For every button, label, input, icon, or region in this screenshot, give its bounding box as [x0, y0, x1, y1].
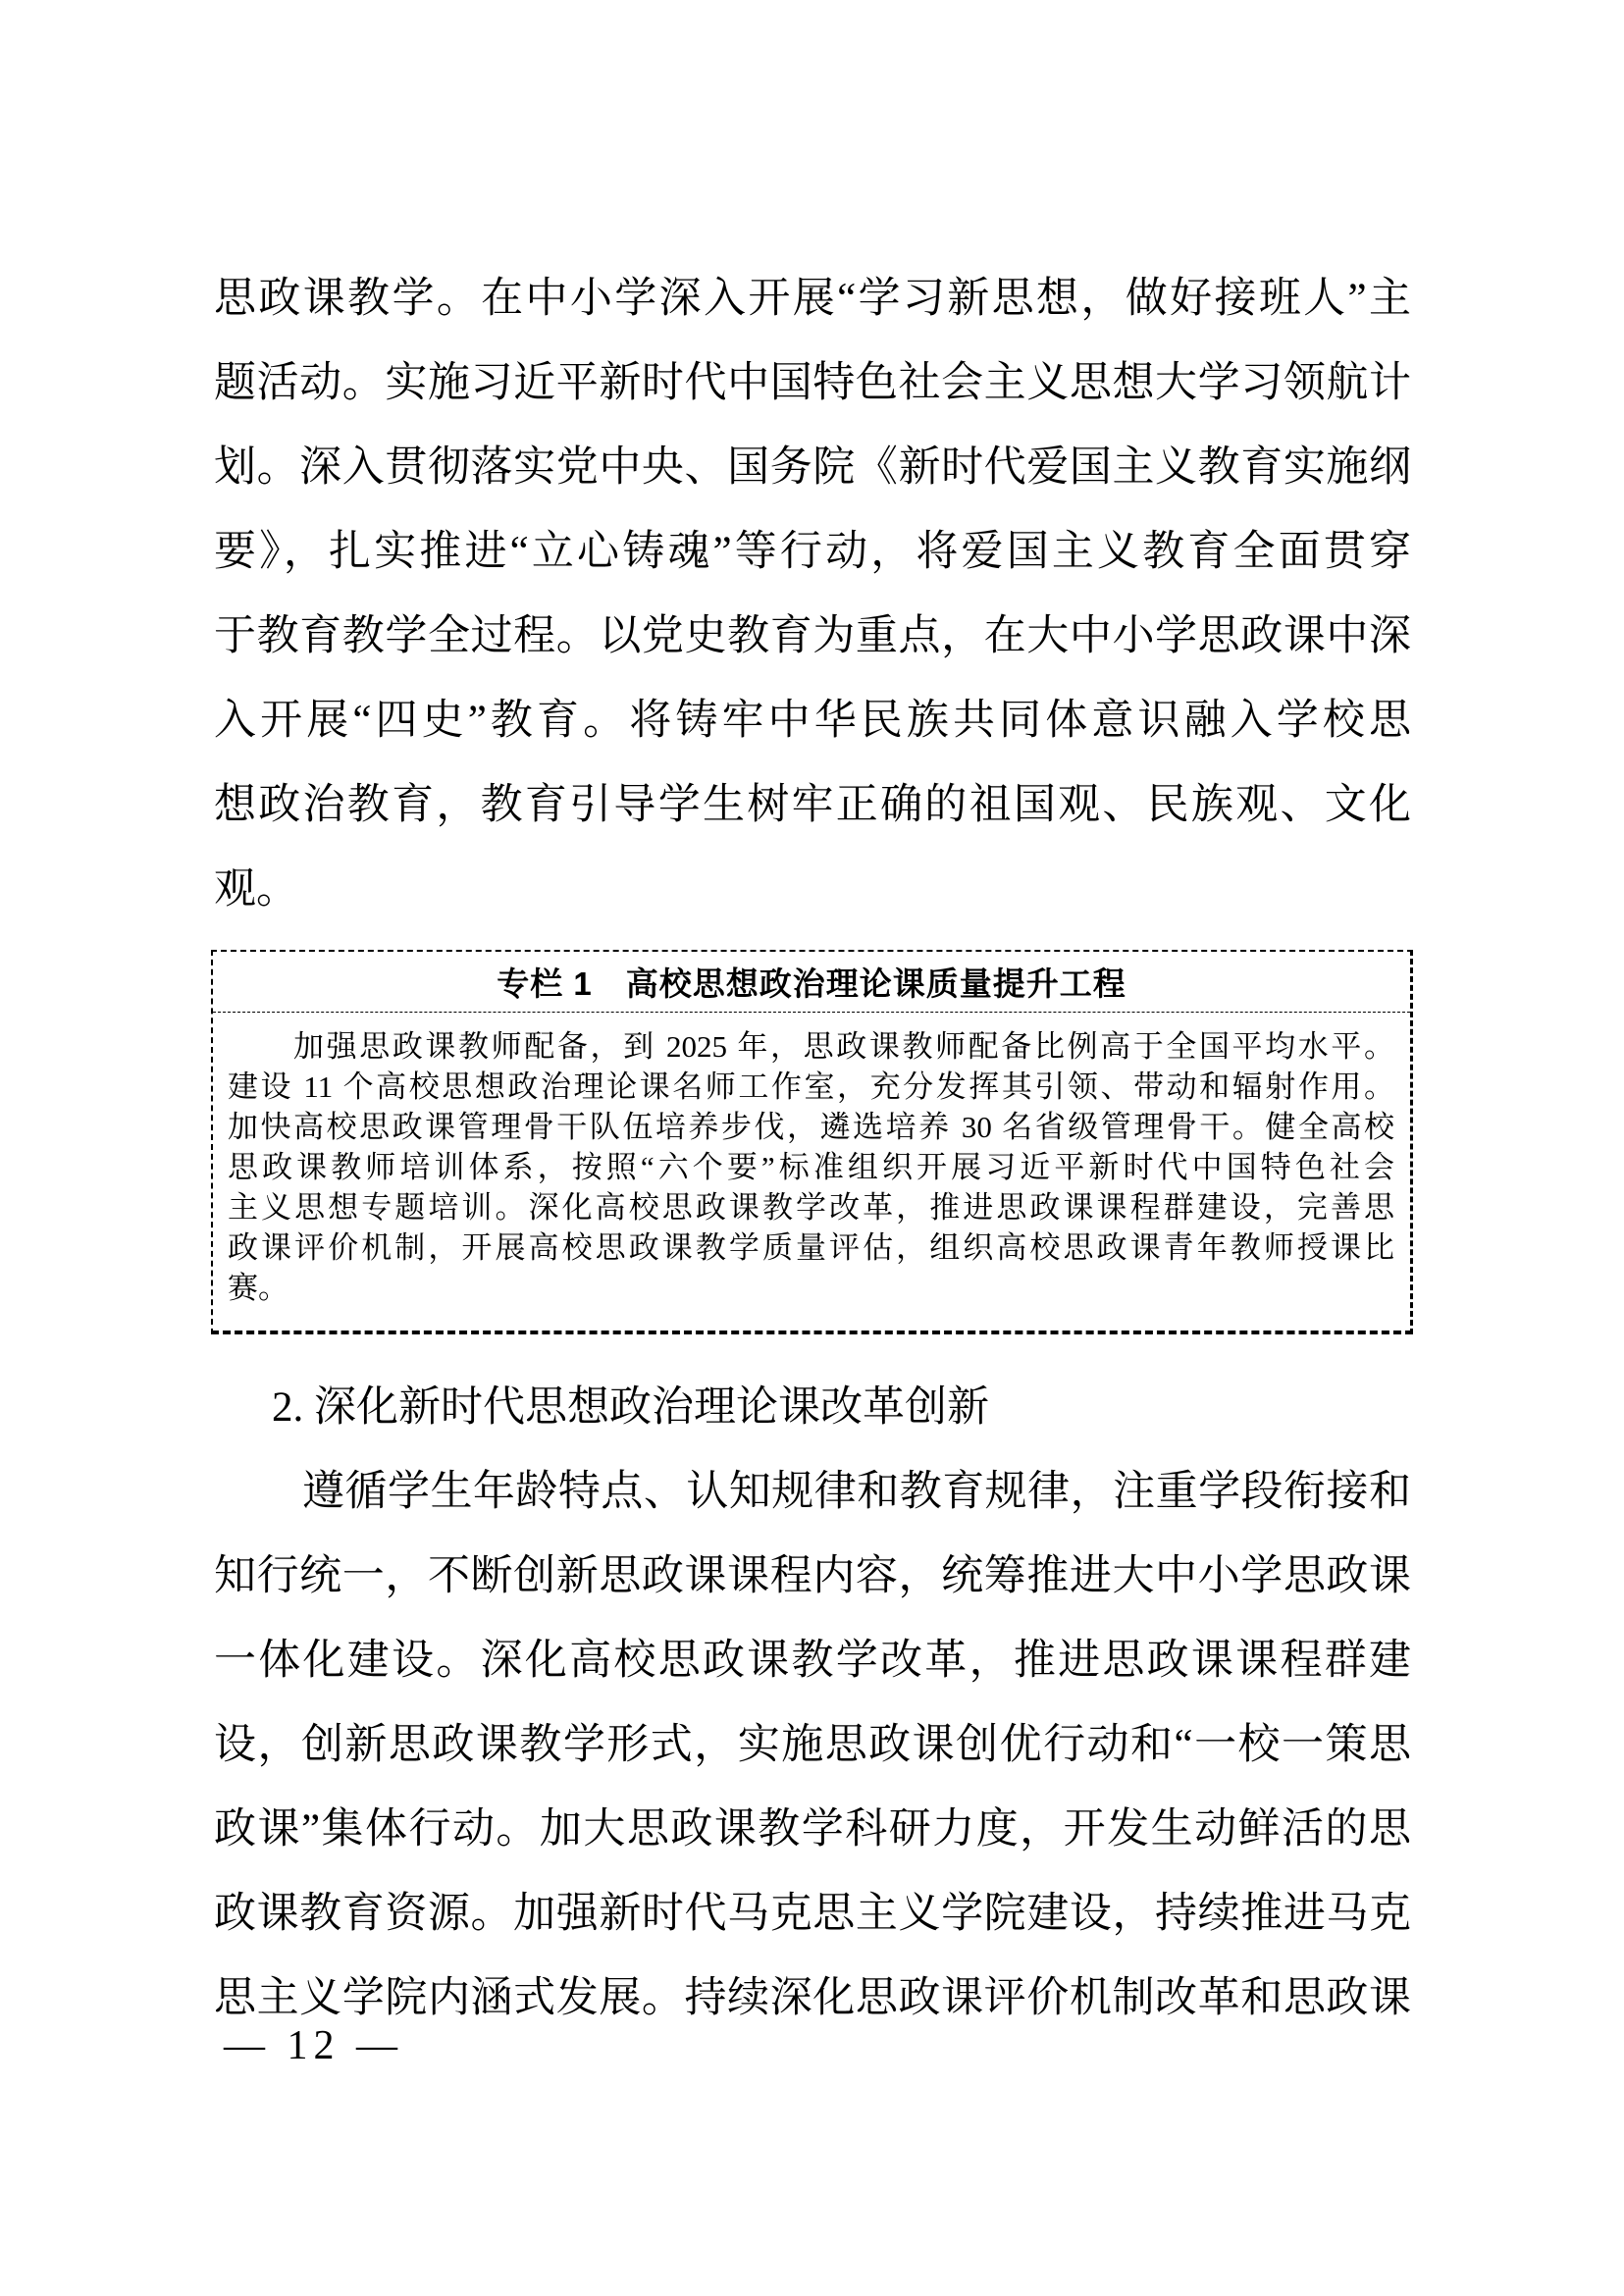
spotlight-box-title: 专栏 1 高校思想政治理论课质量提升工程 — [213, 952, 1410, 1013]
text-line: 建设 11 个高校思想政治理论课名师工作室，充分发挥其引领、带动和辐射作用。 — [228, 1070, 1394, 1104]
text-line: 于教育教学全过程。以党史教育为重点，在大中小学思政课中深 — [214, 613, 1411, 659]
text-line: 要》，扎实推进“立心铸魂”等行动，将爱国主义教育全面贯穿 — [214, 529, 1411, 575]
section-2-block — [214, 1366, 1411, 2041]
spotlight-box-body — [213, 1013, 1410, 1308]
text-line: 政课评价机制，开展高校思政课教学质量评估，组织高校思政课青年教师授课比 — [228, 1230, 1394, 1265]
page-number: — 12 — — [224, 2023, 403, 2068]
text-line: 设，创新思政课教学形式，实施思政课创优行动和“一校一策思 — [214, 1722, 1411, 1768]
text-line: 政课教育资源。加强新时代马克思主义学院建设，持续推进马克 — [214, 1891, 1411, 1937]
text-line: 题活动。实施习近平新时代中国特色社会主义思想大学习领航计 — [214, 360, 1411, 406]
text-line: 入开展“四史”教育。将铸牢中华民族共同体意识融入学校思 — [214, 698, 1411, 744]
text-line: 想政治教育，教育引导学生树牢正确的祖国观、民族观、文化 — [214, 782, 1411, 828]
paragraph-1 — [214, 257, 1411, 932]
text-line: 赛。 — [228, 1271, 288, 1305]
text-line: 政课”集体行动。加大思政课教学科研力度，开发生动鲜活的思 — [214, 1806, 1411, 1852]
text-line: 思主义学院内涵式发展。持续深化思政课评价机制改革和思政课 — [214, 1975, 1411, 2021]
text-line: 观。 — [214, 866, 298, 913]
text-line: 加强思政课教师配备，到 2025 年，思政课教师配备比例高于全国平均水平。 — [293, 1029, 1394, 1064]
text-line: 知行统一，不断创新思政课课程内容，统筹推进大中小学思政课 — [214, 1553, 1411, 1599]
text-line: 加快高校思政课管理骨干队伍培养步伐，遴选培养 30 名省级管理骨干。健全高校 — [228, 1110, 1394, 1144]
text-line: 遵循学生年龄特点、认知规律和教育规律，注重学段衔接和 — [302, 1469, 1411, 1515]
text-line: 思政课教师培训体系，按照“六个要”标准组织开展习近平新时代中国特色社会 — [228, 1150, 1394, 1184]
text-line: 思政课教学。在中小学深入开展“学习新思想，做好接班人”主 — [214, 276, 1411, 322]
spotlight-box — [211, 950, 1413, 1334]
section-heading: 2. 深化新时代思想政治理论课改革创新 — [272, 1384, 989, 1431]
text-line: 划。深入贯彻落实党中央、国务院《新时代爱国主义教育实施纲 — [214, 444, 1411, 491]
text-line: 一体化建设。深化高校思政课教学改革，推进思政课课程群建 — [214, 1638, 1411, 1684]
text-line: 主义思想专题培训。深化高校思政课教学改革，推进思政课课程群建设，完善思 — [228, 1190, 1394, 1225]
